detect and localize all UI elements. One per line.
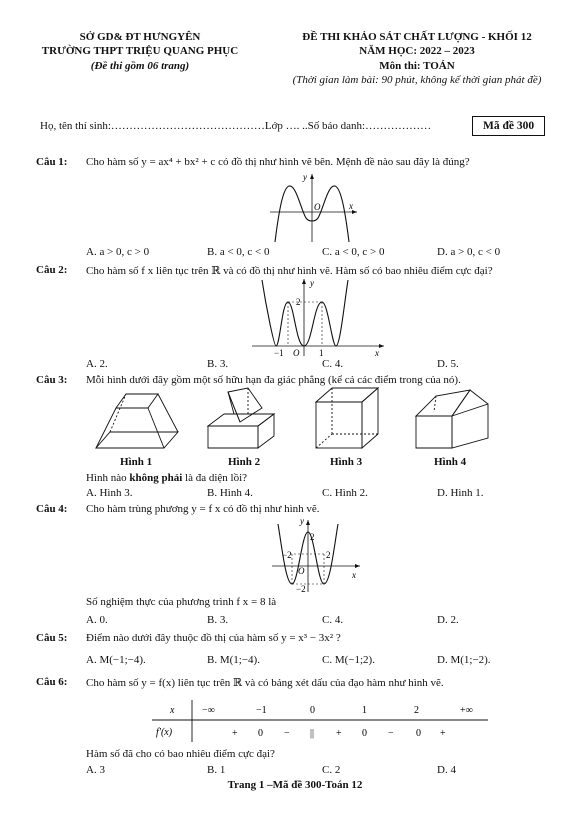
figure-3-cube	[312, 384, 382, 454]
q1-origin-label: O	[314, 202, 321, 212]
question-followup: Hình nào không phải là đa diện lồi?	[86, 472, 248, 484]
q4-y-label: y	[300, 518, 304, 526]
option-b[interactable]: B. M(1;−4).	[207, 654, 260, 666]
q4-graph	[268, 518, 366, 593]
option-a[interactable]: A. 3	[86, 764, 105, 776]
sign-table-x: −∞	[202, 705, 215, 716]
option-a[interactable]: A. M(−1;−4).	[86, 654, 146, 666]
question-label: Câu 3:	[36, 374, 68, 386]
school-department: SỞ GD& ĐT HƯNGYÊN	[79, 31, 201, 43]
option-d[interactable]: D. M(1;−2).	[437, 654, 491, 666]
figure-3-label: Hình 3	[330, 456, 363, 468]
option-c[interactable]: C. 2	[322, 764, 341, 776]
sign-table	[152, 698, 492, 744]
sign-table-x: 0	[310, 705, 315, 716]
sign-table-fprime-label: f′(x)	[156, 727, 173, 738]
option-b[interactable]: B. 1	[207, 764, 226, 776]
option-b[interactable]: B. 3.	[207, 614, 229, 626]
option-c[interactable]: C. a < 0, c > 0	[322, 246, 385, 258]
option-b[interactable]: B. Hình 4.	[207, 487, 253, 499]
q4-origin-label: O	[298, 566, 305, 576]
figure-4-label: Hình 4	[434, 456, 467, 468]
option-d[interactable]: D. 5.	[437, 358, 459, 370]
question-label: Câu 6:	[36, 676, 68, 688]
q2-x-label: x	[375, 348, 379, 358]
q4-label-m2: −2	[282, 550, 292, 560]
sign-table-sign: 0	[258, 728, 263, 739]
q4-label-p2: 2	[326, 550, 331, 560]
option-c[interactable]: C. 4.	[322, 614, 344, 626]
option-b[interactable]: B. a < 0, c < 0	[207, 246, 270, 258]
question-text: Cho hàm số y = f(x) liên tục trên ℝ và có bảng xét dấu của đạo hàm như hình vẽ.	[86, 677, 444, 689]
question-text: Cho hàm số y = ax⁴ + bx² + c có đồ thị như hình vẽ bên. Mệnh đề nào sau đây là đúng?	[86, 156, 470, 168]
q2-label-p1: 1	[319, 348, 324, 358]
option-c[interactable]: C. Hình 2.	[322, 487, 368, 499]
sign-table-x-label: x	[170, 705, 175, 716]
q4-label-2-top: 2	[310, 532, 315, 542]
option-a[interactable]: A. a > 0, c > 0	[86, 246, 150, 258]
q1-graph	[265, 170, 365, 245]
option-a[interactable]: A. Hình 3.	[86, 487, 133, 499]
sign-table-sign: +	[440, 728, 446, 739]
question-followup: Số nghiệm thực của phương trình f x = 8 là	[86, 596, 277, 608]
q2-origin-label: O	[293, 348, 300, 358]
question-label: Câu 5:	[36, 632, 68, 644]
sign-table-x: 2	[414, 705, 419, 716]
option-a[interactable]: A. 0.	[86, 614, 108, 626]
q2-label-m1: −1	[274, 348, 284, 358]
option-a[interactable]: A. 2.	[86, 358, 108, 370]
sign-table-sign: 0	[416, 728, 421, 739]
option-d[interactable]: D. 2.	[437, 614, 459, 626]
question-label: Câu 1:	[36, 156, 68, 168]
question-followup: Hàm số đã cho có bao nhiêu điểm cực đại?	[86, 748, 275, 760]
subject: Môn thi: TOÁN	[379, 60, 455, 72]
student-info-line: Họ, tên thí sinh:……………………………………Lớp …. ..Số báo danh:………………	[40, 120, 432, 132]
question-label: Câu 2:	[36, 264, 68, 276]
q1-y-label: y	[303, 172, 307, 182]
figure-4-house	[412, 382, 494, 454]
q2-label-2: 2	[296, 297, 301, 307]
option-c[interactable]: C. 4.	[322, 358, 344, 370]
question-text: Mỗi hình dưới đây gồm một số hữu hạn đa giác phẳng (kể cả các điểm trong của nó).	[86, 374, 461, 386]
option-d[interactable]: D. 4	[437, 764, 456, 776]
question-text: Điểm nào dưới đây thuộc đồ thị của hàm số y = x³ − 3x² ?	[86, 632, 341, 644]
q2-graph	[248, 276, 388, 358]
figure-2-composite	[204, 384, 288, 454]
sign-table-x: 1	[362, 705, 367, 716]
figure-2-label: Hình 2	[228, 456, 261, 468]
option-c[interactable]: C. M(−1;2).	[322, 654, 375, 666]
question-text: Cho hàm số f x liên tục trên ℝ và có đồ thị như hình vẽ. Hàm số có bao nhiêu điểm cực đại?	[86, 265, 493, 277]
page-count-note: (Đề thi gồm 06 trang)	[90, 60, 190, 72]
sign-table-sign: −	[284, 728, 290, 739]
option-b[interactable]: B. 3.	[207, 358, 229, 370]
q4-label-neg2: −2	[296, 584, 306, 593]
sign-table-sign: +	[336, 728, 342, 739]
school-name: TRƯỜNG THPT TRIỆU QUANG PHỤC	[41, 45, 239, 57]
q1-x-label: x	[349, 201, 353, 211]
sign-table-sign: −	[388, 728, 394, 739]
exam-title: ĐỀ THI KHẢO SÁT CHẤT LƯỢNG - KHỐI 12	[302, 31, 532, 43]
q2-y-label: y	[310, 278, 314, 288]
sign-table-sign: 0	[362, 728, 367, 739]
page-footer: Trang 1 –Mã đề 300-Toán 12	[227, 779, 363, 791]
question-text: Cho hàm trùng phương y = f x có đồ thị như hình vẽ.	[86, 503, 320, 515]
q4-x-label: x	[352, 570, 356, 580]
exam-code-box: Mã đề 300	[472, 116, 545, 136]
sign-table-sign: +	[232, 728, 238, 739]
option-d[interactable]: D. a > 0, c < 0	[437, 246, 501, 258]
sign-table-sign: ||	[310, 728, 315, 739]
time-note: (Thời gian làm bài: 90 phút, không kể thời gian phát đề)	[292, 74, 542, 86]
sign-table-x: +∞	[460, 705, 473, 716]
figure-1-frustum	[92, 386, 187, 454]
figure-1-label: Hình 1	[120, 456, 153, 468]
option-d[interactable]: D. Hình 1.	[437, 487, 484, 499]
sign-table-x: −1	[256, 705, 267, 716]
question-label: Câu 4:	[36, 503, 68, 515]
school-year: NĂM HỌC: 2022 – 2023	[359, 45, 475, 57]
